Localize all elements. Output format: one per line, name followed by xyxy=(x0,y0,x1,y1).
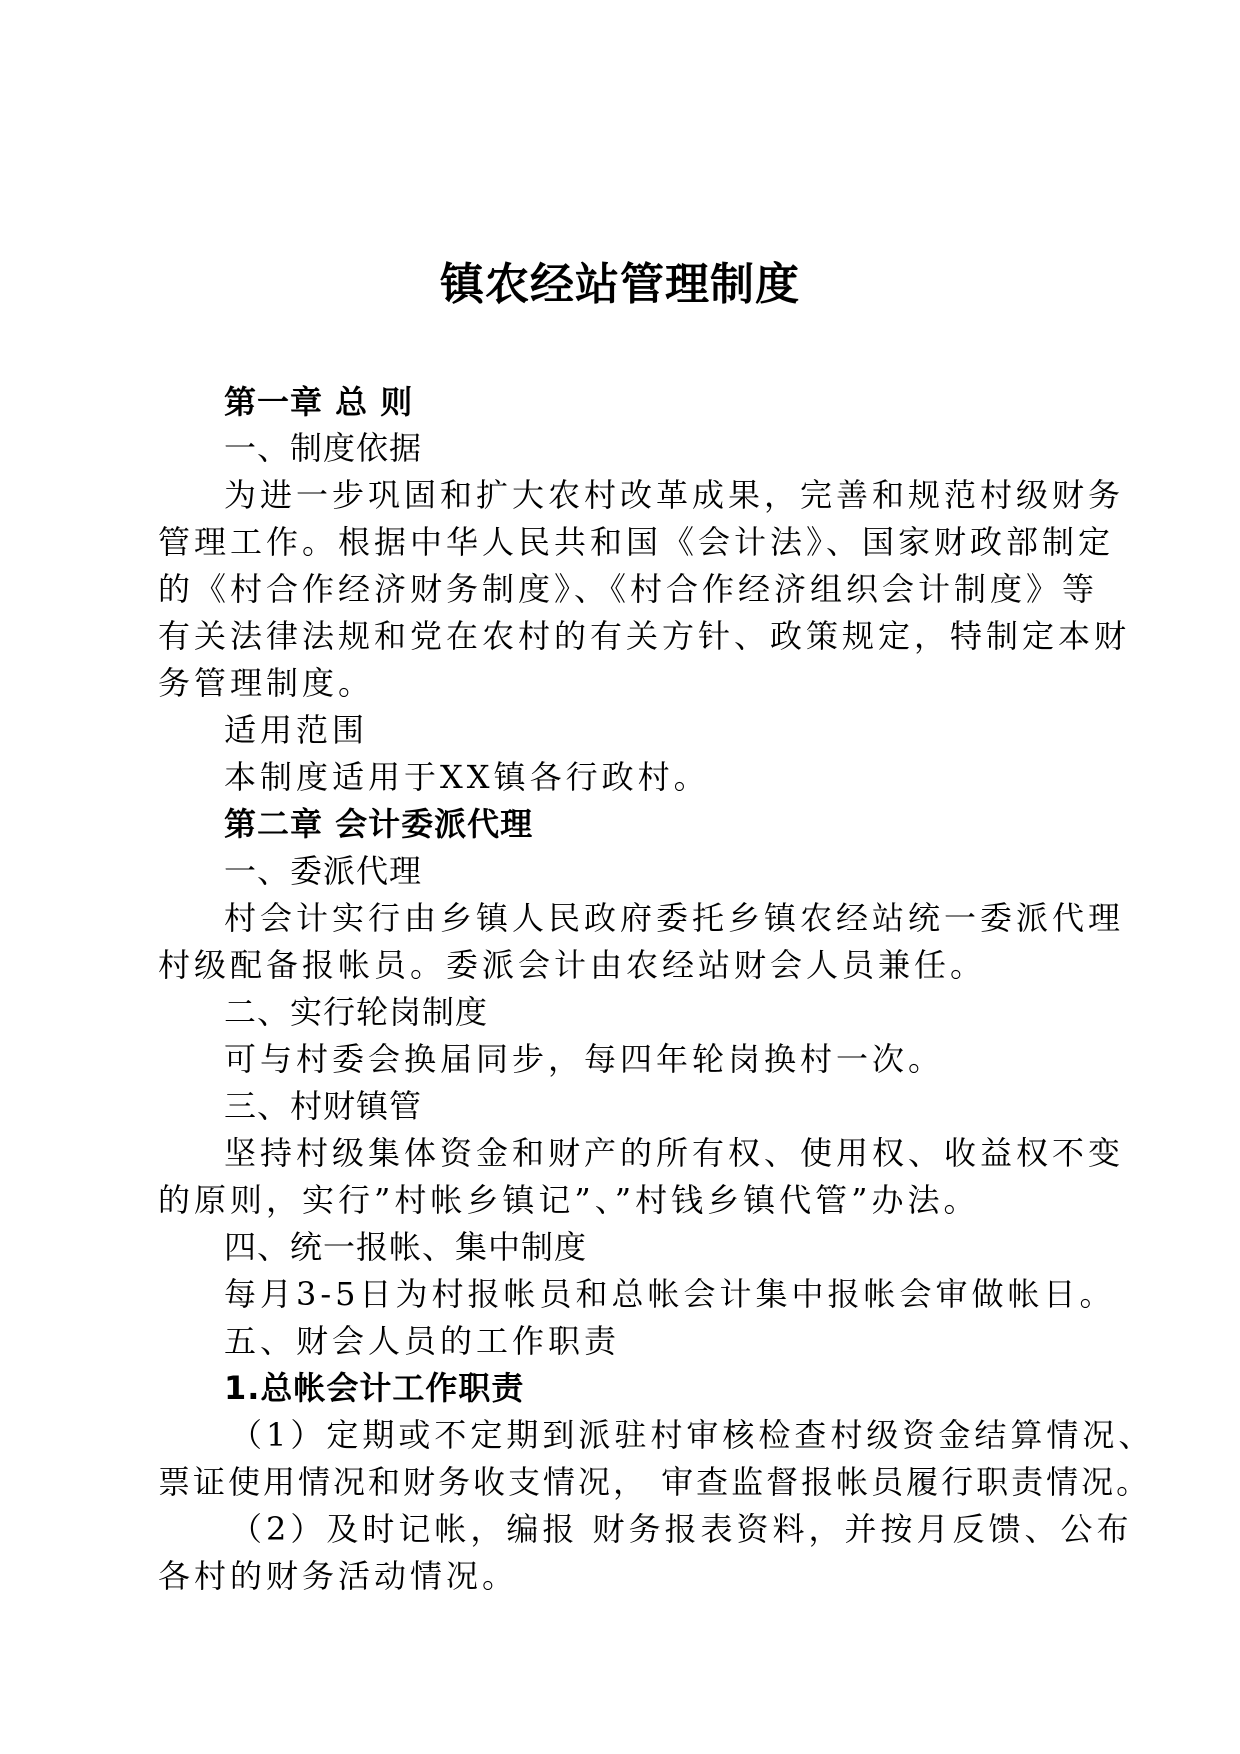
paragraph-line: 五、财会人员的工作职责 xyxy=(224,1322,621,1360)
paragraph-line: 每月3-5日为村报帐员和总帐会计集中报帐会审做帐日。 xyxy=(224,1275,1116,1313)
paragraph-line: （2）及时记帐，编报 财务报表资料，并按月反馈、公布 xyxy=(230,1510,1133,1548)
paragraph-line: 村级配备报帐员。委派会计由农经站财会人员兼任。 xyxy=(158,946,987,984)
paragraph-line: 坚持村级集体资金和财产的所有权、使用权、收益权不变 xyxy=(224,1134,1125,1172)
paragraph-line: 票证使用情况和财务收支情况， 审查监督报帐员履行职责情况。 xyxy=(158,1463,1152,1501)
paragraph-line: 的《村合作经济财务制度》、《村合作经济组织会计制度》等 xyxy=(158,570,1099,608)
chapter-heading: 第二章 会计委派代理 xyxy=(224,805,534,843)
paragraph-line: 务管理制度。 xyxy=(158,664,375,702)
paragraph-line: 为进一步巩固和扩大农村改革成果，完善和规范村级财务 xyxy=(224,476,1125,514)
subsection-heading: 1.总帐会计工作职责 xyxy=(224,1369,525,1407)
section-heading: 四、统一报帐、集中制度 xyxy=(224,1228,588,1266)
paragraph-line: 的原则，实行”村帐乡镇记”、”村钱乡镇代管”办法。 xyxy=(158,1181,980,1219)
paragraph-line: 适用范围 xyxy=(224,711,369,749)
section-heading: 一、委派代理 xyxy=(224,852,423,890)
section-heading: 三、村财镇管 xyxy=(224,1087,423,1125)
document-title: 镇农经站管理制度 xyxy=(440,259,800,310)
paragraph-line: 有关法律法规和党在农村的有关方针、政策规定，特制定本财 xyxy=(158,617,1131,655)
paragraph-line: 管理工作。根据中华人民共和国《会计法》、国家财政部制定 xyxy=(158,523,1115,561)
chapter-heading: 第一章 总 则 xyxy=(224,383,414,421)
paragraph-line: （1）定期或不定期到派驻村审核检查村级资金结算情况、 xyxy=(230,1416,1155,1454)
paragraph-line: 各村的财务活动情况。 xyxy=(158,1557,519,1595)
paragraph-line: 可与村委会换届同步，每四年轮岗换村一次。 xyxy=(224,1040,945,1078)
section-heading: 一、制度依据 xyxy=(224,429,423,467)
paragraph-line: 本制度适用于XX镇各行政村。 xyxy=(224,758,710,796)
paragraph-line: 村会计实行由乡镇人民政府委托乡镇农经站统一委派代理 xyxy=(224,899,1125,937)
section-heading: 二、实行轮岗制度 xyxy=(224,993,489,1031)
